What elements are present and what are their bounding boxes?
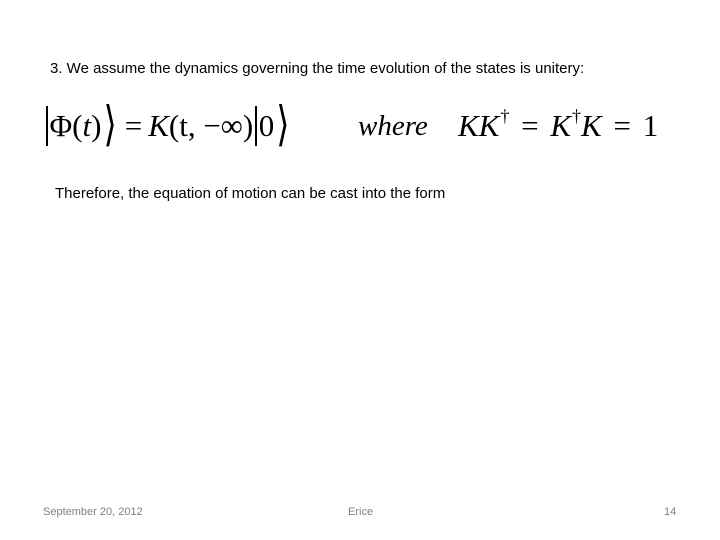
paren-close: ): [91, 108, 102, 143]
k-operator: K: [148, 108, 169, 143]
therefore-text: Therefore, the equation of motion can be cast into the form: [55, 185, 446, 202]
ket-bar-zero: [255, 106, 257, 146]
page-number: 14: [664, 506, 677, 518]
k-dagger-term: K: [550, 108, 572, 143]
ket-bar: [46, 106, 48, 146]
paren-open: (: [72, 108, 83, 143]
zero-state: 0: [258, 108, 275, 143]
k-arguments: (t, −∞): [168, 108, 254, 143]
dagger-symbol-2: †: [572, 106, 582, 126]
equals-sign-rhs: =: [521, 108, 539, 143]
where-word: where: [358, 110, 428, 142]
phi-symbol: Φ: [49, 108, 73, 143]
equals-sign: =: [124, 108, 143, 143]
equals-sign-rhs-2: =: [613, 108, 631, 143]
ket-angle-zero: ⟩: [276, 99, 290, 152]
footer-date: September 20, 2012: [43, 506, 143, 518]
equation-lhs: [44, 99, 292, 152]
kk-term: KK: [458, 108, 500, 143]
k-term: K: [581, 108, 602, 143]
one-value: 1: [642, 108, 659, 143]
time-variable: t: [82, 108, 92, 143]
ket-angle: ⟩: [103, 99, 117, 152]
footer-location: Erice: [348, 506, 374, 518]
unitarity-condition: [458, 106, 658, 144]
dagger-symbol: †: [500, 106, 510, 126]
unitary-equation: [40, 100, 680, 160]
assumption-point: 3. We assume the dynamics governing the time evolution of the states is unitery:: [50, 60, 585, 77]
